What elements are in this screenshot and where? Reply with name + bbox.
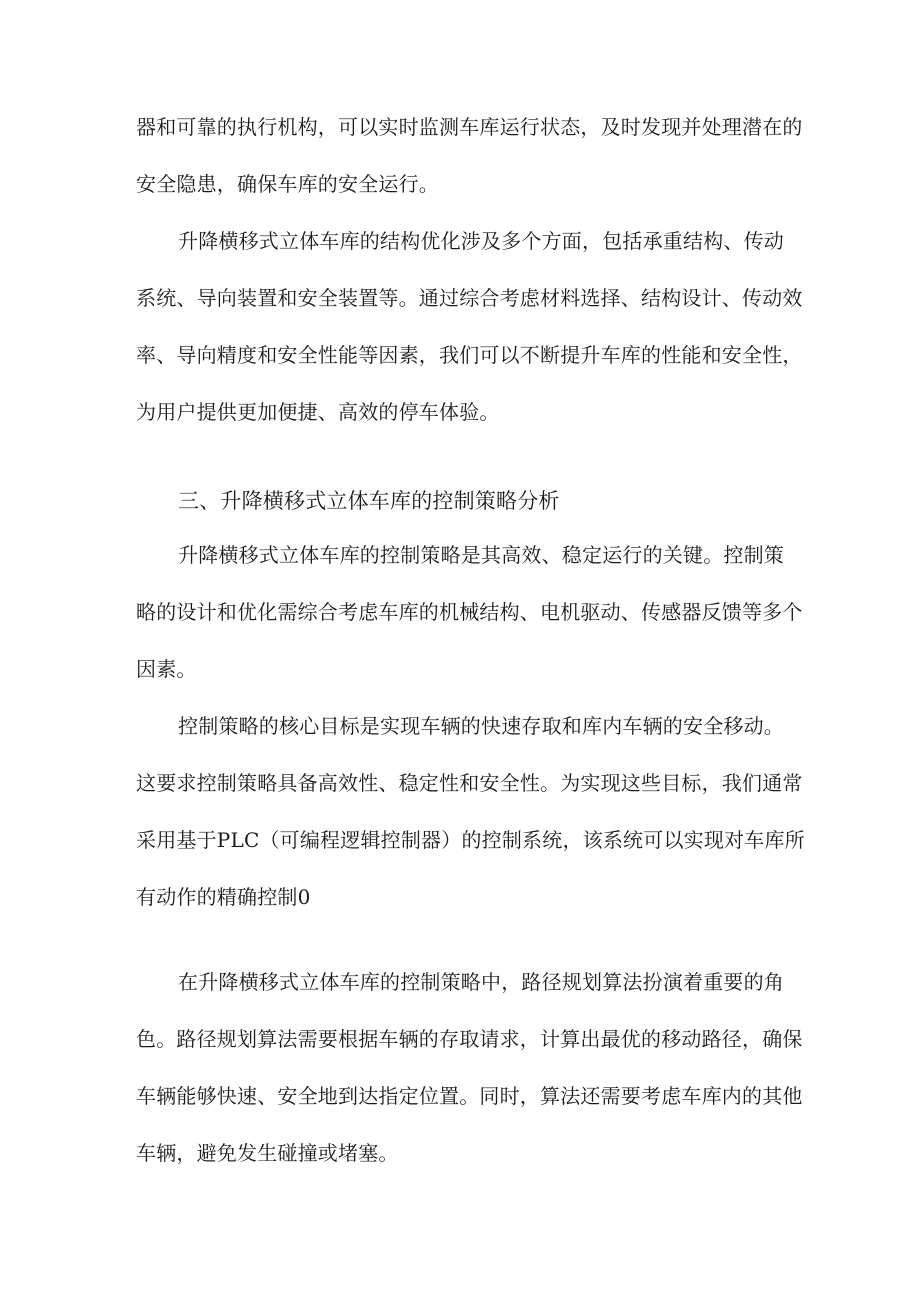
section-heading: 三、升降横移式立体车库的控制策略分析: [178, 489, 560, 513]
paragraph-4-line-2: 这要求控制策略具备高效性、稳定性和安全性。为实现这些目标，我们通常: [136, 771, 803, 795]
paragraph-4-line-4: 有动作的精确控制0: [136, 885, 311, 909]
paragraph-2-line-1: 升降横移式立体车库的结构优化涉及多个方面，包括承重结构、传动: [178, 229, 784, 253]
paragraph-5-line-4: 车辆，避免发生碰撞或堵塞。: [136, 1141, 399, 1165]
paragraph-1-line-2: 安全隐患，确保车库的安全运行。: [136, 172, 439, 196]
paragraph-2-line-3: 率、导向精度和安全性能等因素，我们可以不断提升车库的性能和安全性，: [136, 343, 803, 367]
paragraph-3-line-1: 升降横移式立体车库的控制策略是其高效、稳定运行的关键。控制策: [178, 543, 784, 567]
paragraph-5-line-3: 车辆能够快速、安全地到达指定位置。同时，算法还需要考虑车库内的其他: [136, 1084, 803, 1108]
paragraph-3-line-2: 略的设计和优化需综合考虑车库的机械结构、电机驱动、传感器反馈等多个: [136, 600, 803, 624]
paragraph-5-line-1: 在升降横移式立体车库的控制策略中，路径规划算法扮演着重要的角: [178, 970, 784, 994]
paragraph-4-line-3: 采用基于PLC（可编程逻辑控制器）的控制系统，该系统可以实现对车库所: [136, 828, 805, 852]
paragraph-2-line-2: 系统、导向装置和安全装置等。通过综合考虑材料选择、结构设计、传动效: [136, 286, 803, 310]
paragraph-3-line-3: 因素。: [136, 657, 197, 681]
paragraph-4-line-1: 控制策略的核心目标是实现车辆的快速存取和库内车辆的安全移动。: [178, 714, 784, 738]
paragraph-5-line-2: 色。路径规划算法需要根据车辆的存取请求，计算出最优的移动路径，确保: [136, 1027, 803, 1051]
paragraph-1-line-1: 器和可靠的执行机构，可以实时监测车库运行状态，及时发现并处理潜在的: [136, 115, 803, 139]
paragraph-2-line-4: 为用户提供更加便捷、高效的停车体验。: [136, 400, 500, 424]
